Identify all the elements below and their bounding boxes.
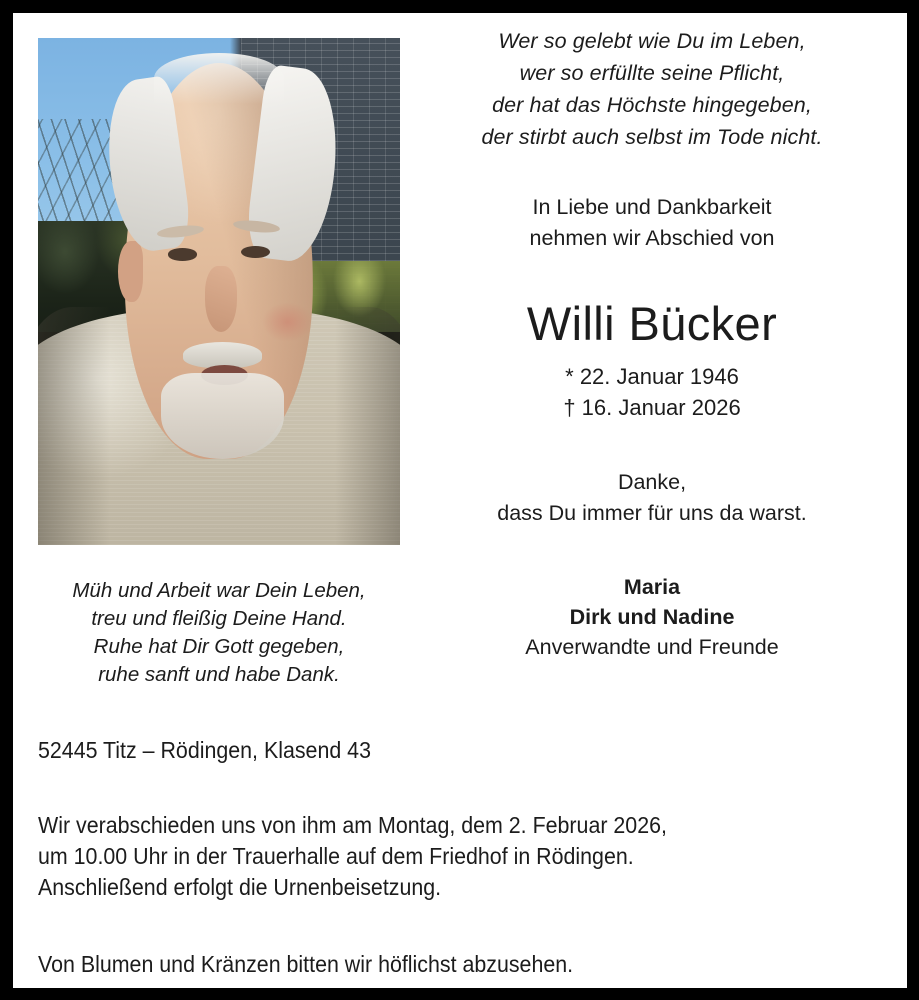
memorial-verse-line-1: Müh und Arbeit war Dein Leben, (72, 579, 366, 602)
opening-verse (417, 25, 887, 153)
farewell-line-1: In Liebe und Dankbarkeit (532, 195, 772, 219)
photo-sweater-shadow-left (38, 307, 110, 545)
opening-verse-line-1: Wer so gelebt wie Du im Leben, (498, 29, 806, 53)
death-date: † 16. Januar 2026 (563, 395, 741, 420)
deceased-name: Willi Bücker (526, 297, 778, 350)
mourner-line-1: Maria (623, 575, 681, 599)
photo-eye-left (168, 248, 197, 260)
opening-verse-line-2: wer so erfüllte seine Pflicht, (519, 61, 785, 85)
photo-ear (118, 241, 143, 302)
portrait-photo (38, 38, 400, 545)
memorial-verse-line-4: ruhe sanft und habe Dank. (98, 663, 340, 686)
memorial-verse-line-2: treu und fleißig Deine Hand. (91, 607, 347, 630)
obituary-card (13, 13, 907, 988)
photo-sweater-shadow-right (335, 307, 400, 545)
bottom-information-block (38, 735, 858, 980)
thanks-text (417, 467, 887, 529)
service-line-3: Anschließend erfolgt die Urnenbeisetzung. (38, 874, 442, 900)
photo-cheek (262, 302, 313, 343)
service-line-1: Wir verabschieden uns von ihm am Montag, dem 2. Februar 2026, (38, 812, 667, 838)
mourners-list (417, 572, 887, 662)
birth-date: * 22. Januar 1946 (565, 364, 739, 389)
life-dates (417, 361, 887, 423)
memorial-verse-line-3: Ruhe hat Dir Gott gegeben, (93, 635, 345, 658)
farewell-line-2: nehmen wir Abschied von (529, 226, 775, 250)
service-line-2: um 10.00 Uhr in der Trauerhalle auf dem Friedhof in Rödingen. (38, 843, 634, 869)
thanks-line-2: dass Du immer für uns da warst. (497, 501, 807, 525)
right-text-column (417, 13, 887, 662)
photo-hair-top (154, 53, 284, 104)
mourner-line-2: Dirk und Nadine (569, 605, 735, 629)
photo-nose (205, 266, 238, 332)
photo-mustache (183, 342, 263, 367)
opening-verse-line-3: der hat das Höchste hingegeben, (492, 93, 812, 117)
photo-beard (161, 373, 284, 459)
opening-verse-line-4: der stirbt auch selbst im Tode nicht. (481, 125, 823, 149)
address-line: 52445 Titz – Rödingen, Klasend 43 (38, 737, 371, 763)
funeral-service-details (38, 810, 801, 903)
flowers-request: Von Blumen und Kränzen bitten wir höflichst abzusehen. (38, 951, 574, 977)
thanks-line-1: Danke, (617, 470, 687, 494)
photo-eye-right (241, 246, 270, 258)
memorial-verse (38, 577, 400, 689)
farewell-text (417, 192, 887, 254)
mourner-line-3: Anverwandte und Freunde (525, 635, 779, 659)
